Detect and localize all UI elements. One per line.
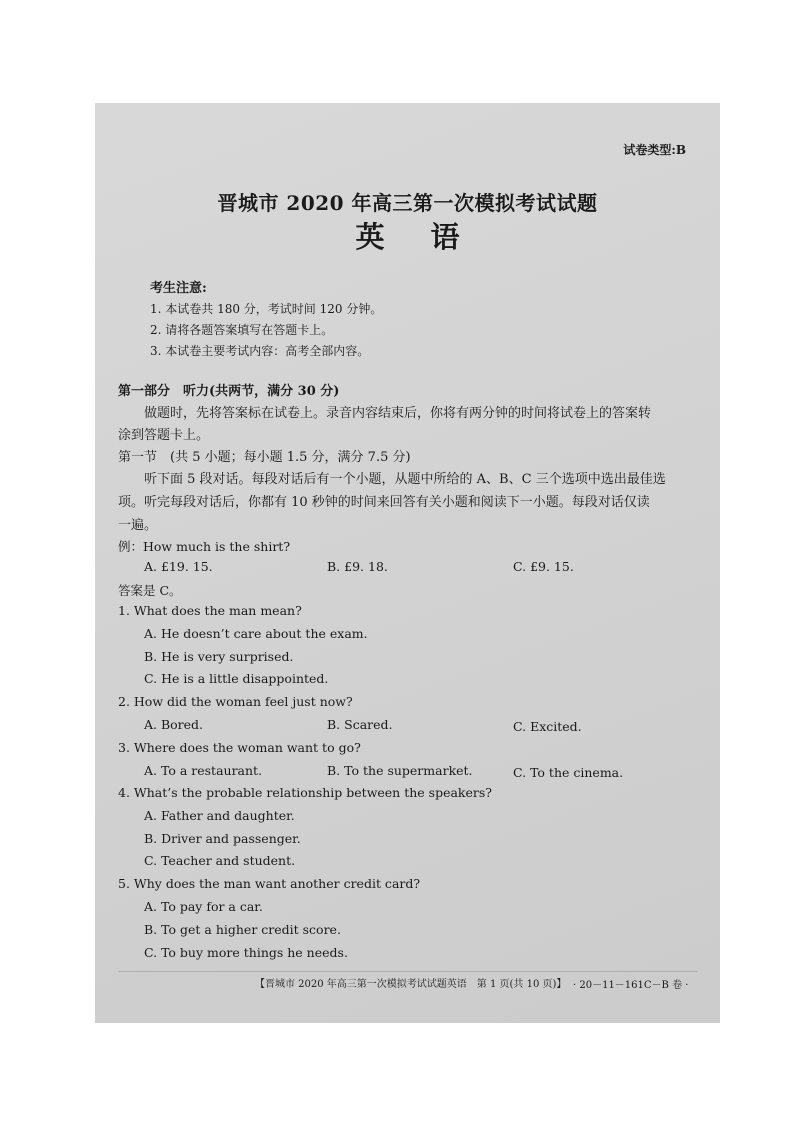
section1-heading: 第一节 (共 5 小题；每小题 1.5 分，满分 7.5 分)	[118, 450, 411, 465]
notice-item: 1. 本试卷共 180 分，考试时间 120 分钟。	[150, 302, 383, 316]
question-option: B. To get a higher credit score.	[144, 922, 341, 937]
question-option: A. To a restaurant.	[144, 763, 263, 778]
example-question: 例：How much is the shirt?	[118, 539, 291, 554]
question-stem: 2. How did the woman feel just now?	[118, 694, 353, 709]
example-option-c: C. £9. 15.	[513, 559, 574, 574]
question-option: B. Driver and passenger.	[144, 831, 301, 846]
notice-heading: 考生注意:	[150, 281, 207, 296]
question-option: A. Bored.	[144, 717, 204, 732]
question-option: C. Teacher and student.	[144, 853, 296, 868]
exam-title: 晋城市 2020 年高三第一次模拟考试试题	[217, 191, 598, 215]
question-option: C. To buy more things he needs.	[144, 945, 348, 960]
question-option: B. Scared.	[327, 717, 393, 732]
footer-code: · 20－11－161C－B 卷 ·	[573, 980, 689, 991]
notice-item: 3. 本试卷主要考试内容：高考全部内容。	[150, 344, 370, 358]
example-answer: 答案是 C。	[118, 583, 182, 598]
footer-page-info: 【晋城市 2020 年高三第一次模拟考试试题英语 第 1 页(共 10 页)】	[255, 979, 567, 990]
subject-title: 英语	[355, 220, 506, 254]
example-option-b: B. £9. 18.	[327, 559, 388, 574]
question-stem: 5. Why does the man want another credit card?	[118, 876, 421, 891]
question-stem: 1. What does the man mean?	[118, 603, 302, 618]
question-stem: 4. What’s the probable relationship between the speakers?	[118, 785, 492, 800]
question-option: B. To the supermarket.	[327, 763, 473, 778]
question-option: B. He is very surprised.	[144, 649, 294, 664]
footer-divider	[118, 971, 698, 972]
question-option: A. He doesn’t care about the exam.	[144, 626, 368, 641]
question-option: C. Excited.	[513, 719, 582, 734]
question-option: A. Father and daughter.	[144, 808, 295, 823]
question-option: C. He is a little disappointed.	[144, 671, 329, 686]
paper-type-label: 试卷类型:B	[623, 143, 686, 157]
question-option: C. To the cinema.	[513, 765, 624, 780]
question-stem: 3. Where does the woman want to go?	[118, 740, 361, 755]
section1-instruction: 听下面 5 段对话。每段对话后有一个小题，从题中所给的 A、B、C 三个选项中选出最佳选	[144, 472, 666, 487]
part1-instruction: 涂到答题卡上。	[118, 428, 210, 443]
question-option: A. To pay for a car.	[144, 899, 263, 914]
example-option-a: A. £19. 15.	[144, 559, 213, 574]
notice-item: 2. 请将各题答案填写在答题卡上。	[150, 323, 334, 337]
section1-instruction: 一遍。	[118, 518, 158, 533]
part1-heading: 第一部分 听力(共两节，满分 30 分)	[118, 384, 340, 399]
section1-instruction: 项。听完每段对话后，你都有 10 秒钟的时间来回答有关小题和阅读下一小题。每段对话仅读	[118, 495, 650, 510]
exam-paper	[95, 103, 720, 1023]
part1-instruction: 做题时，先将答案标在试卷上。录音内容结束后，你将有两分钟的时间将试卷上的答案转	[144, 406, 652, 421]
